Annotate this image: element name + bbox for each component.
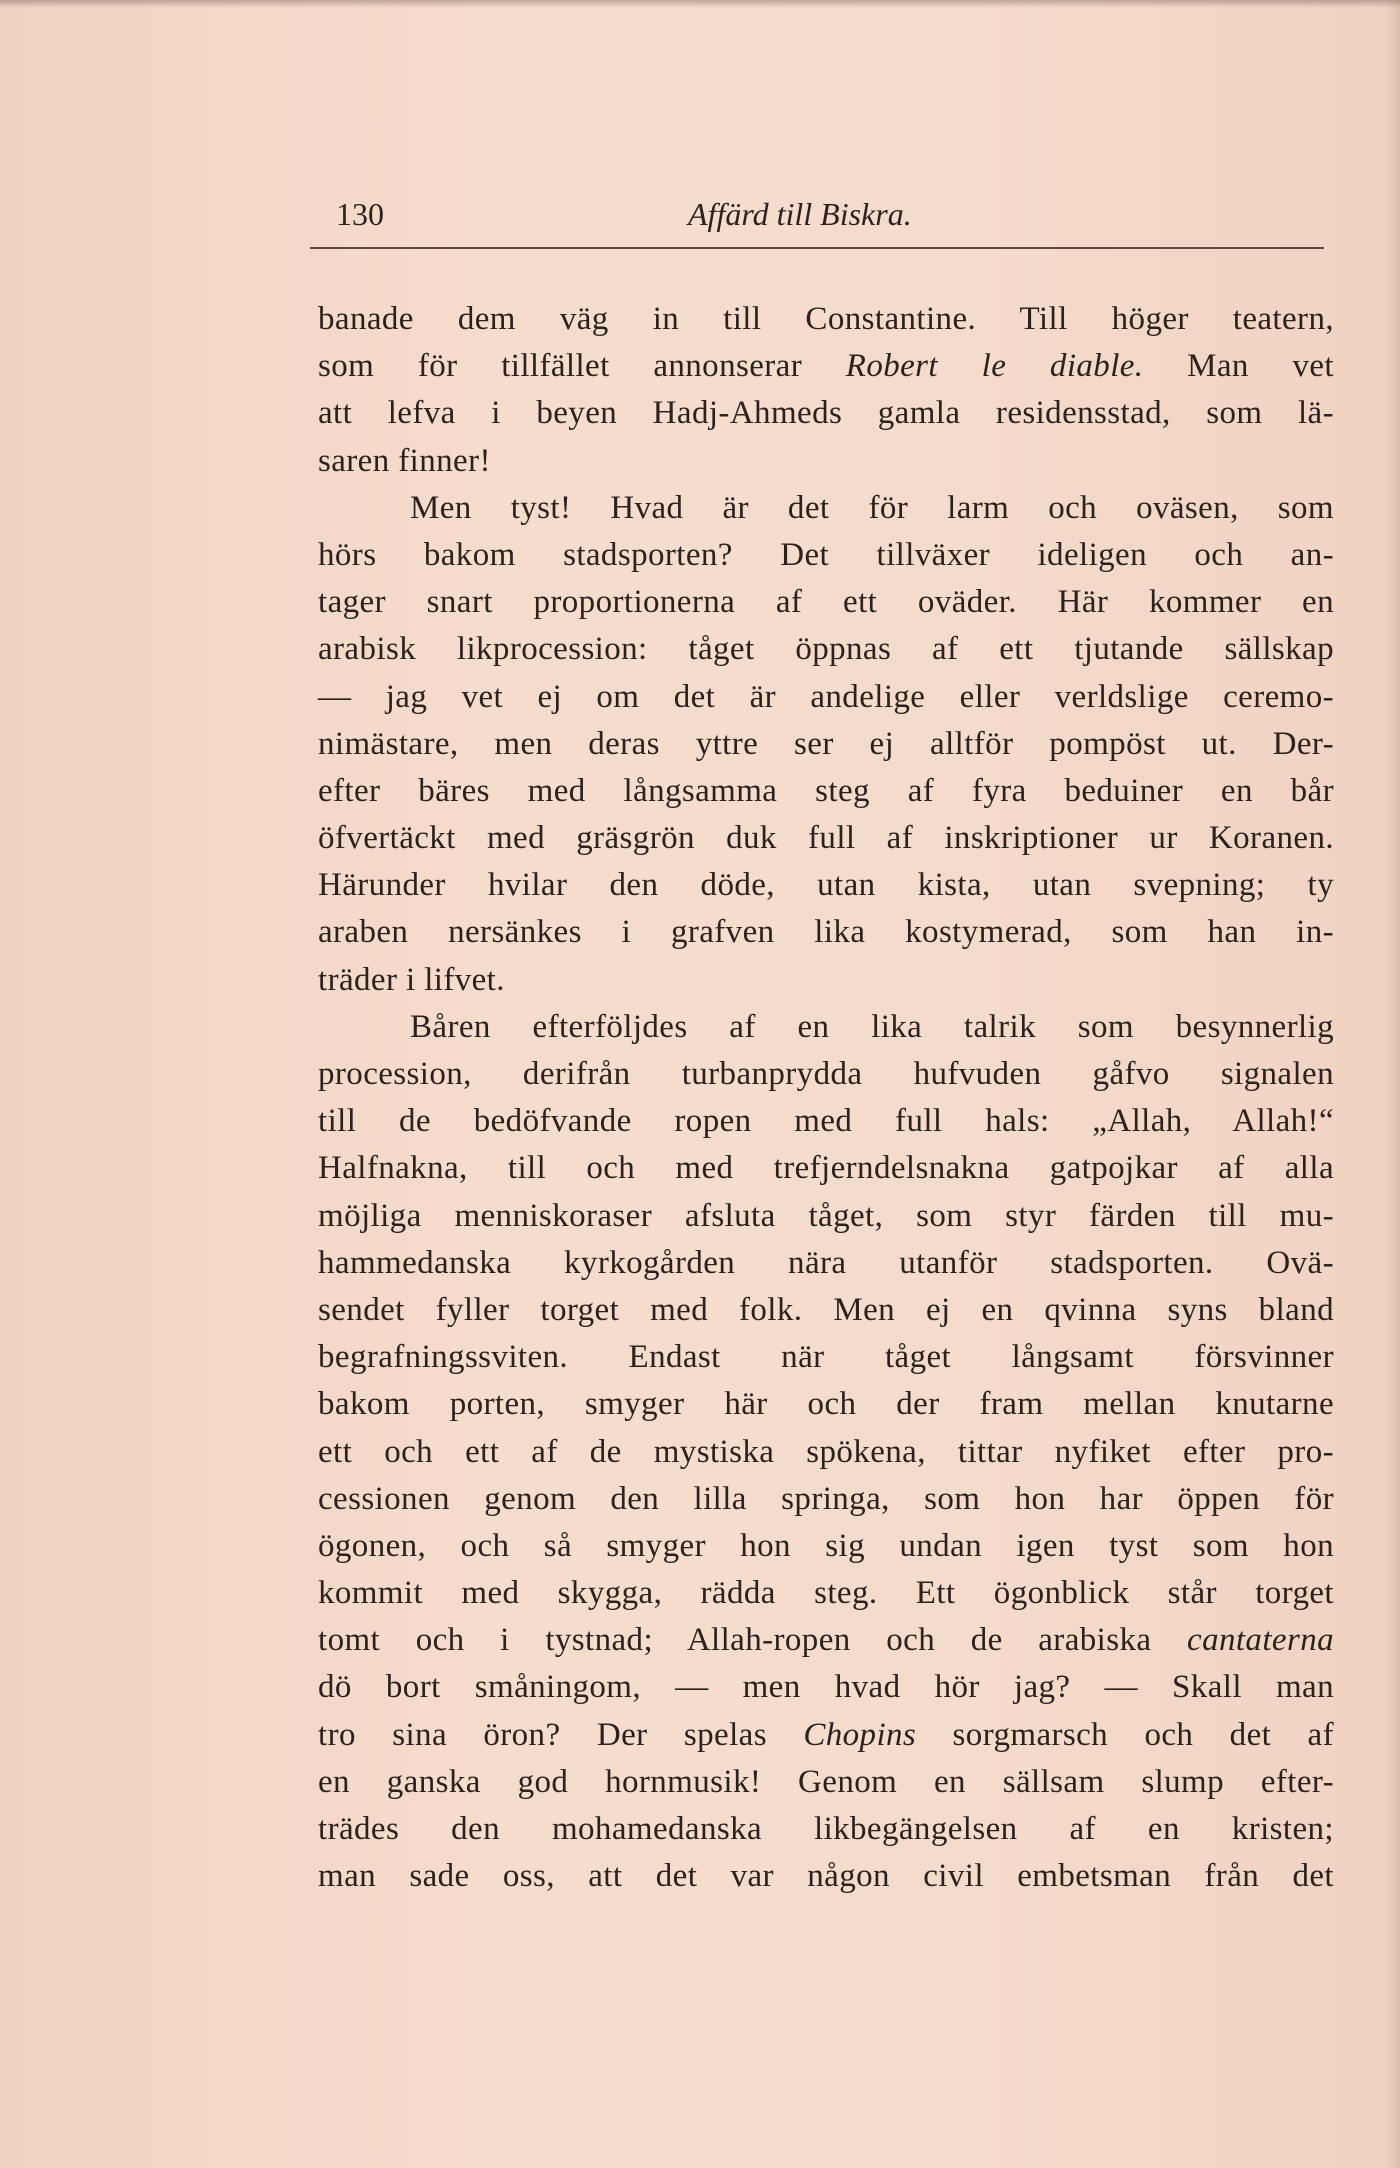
page-number: 130: [336, 196, 384, 232]
italic-title: Robert le diable.: [845, 348, 1144, 385]
text-line: tro sina öron? Der spelas Chopins sorgmarsch och det af: [318, 1716, 1334, 1753]
page-right-edge: [1386, 0, 1400, 2168]
text-line: Halfnakna, till och med trefjerndelsnakna gatpojkar af alla: [318, 1150, 1334, 1187]
running-title: Affärd till Biskra.: [688, 196, 912, 232]
text-line: Båren efterföljdes af en lika talrik som besynnerlig: [410, 1008, 1334, 1045]
italic-name: Chopins: [803, 1716, 917, 1753]
text-line: — jag vet ej om det är andelige eller verldslige ceremo-: [318, 678, 1334, 715]
text-line: banade dem väg in till Constantine. Till höger teatern,: [318, 301, 1334, 337]
text-line: tomt och i tystnad; Allah-ropen och de arabiska cantaterna: [318, 1622, 1334, 1659]
text-line: bakom porten, smyger här och der fram mellan knutarne: [318, 1386, 1334, 1423]
text-line: en ganska god hornmusik! Genom en sällsam slump efter-: [318, 1763, 1334, 1800]
text-line: saren finner!: [318, 442, 491, 479]
text-line: som för tillfället annonserar Robert le diable. Man vet: [318, 348, 1334, 385]
running-header: [318, 190, 1324, 240]
text-line: öfvertäckt med gräsgrön duk full af inskriptioner ur Koranen.: [318, 820, 1334, 857]
text-line: till de bedöfvande ropen med full hals: „Allah, Allah!“: [318, 1103, 1334, 1140]
text-line: ett och ett af de mystiska spökena, tittar nyfiket efter pro-: [318, 1433, 1334, 1470]
text-line: hammedanska kyrkogården nära utanför stadsporten. Ovä-: [318, 1244, 1334, 1281]
text-line: cessionen genom den lilla springa, som hon har öppen för: [318, 1480, 1334, 1517]
text-line: arabisk likprocession: tåget öppnas af ett tjutande sällskap: [318, 631, 1334, 668]
text-line: procession, derifrån turbanprydda hufvuden gåfvo signalen: [318, 1056, 1334, 1092]
page-top-edge: [0, 0, 1400, 8]
italic-word: cantaterna: [1187, 1622, 1334, 1659]
text-line: man sade oss, att det var någon civil embetsman från det: [318, 1858, 1334, 1895]
text-line: ögonen, och så smyger hon sig undan igen tyst som hon: [318, 1527, 1334, 1564]
text-line: araben nersänkes i grafven lika kostymerad, som han in-: [318, 914, 1334, 951]
text-line: Men tyst! Hvad är det för larm och oväsen, som: [410, 489, 1334, 526]
text-line: Härunder hvilar den döde, utan kista, utan svepning; ty: [318, 867, 1334, 904]
text-line: trädes den mohamedanska likbegängelsen af en kristen;: [318, 1811, 1334, 1847]
text-line: hörs bakom stadsporten? Det tillväxer ideligen och an-: [318, 536, 1334, 573]
text-line: att lefva i beyen Hadj-Ahmeds gamla residensstad, som lä-: [318, 395, 1334, 432]
body-text: [318, 296, 1334, 1900]
text-line: dö bort småningom, — men hvad hör jag? — Skall man: [318, 1669, 1334, 1706]
header-rule: [310, 247, 1324, 249]
text-line: nimästare, men deras yttre ser ej alltför pompöst ut. Der-: [318, 725, 1334, 762]
text-line: träder i lifvet.: [318, 961, 505, 998]
text-line: tager snart proportionerna af ett oväder. Här kommer en: [318, 584, 1334, 621]
text-line: sendet fyller torget med folk. Men ej en qvinna syns bland: [318, 1291, 1334, 1328]
text-line: begrafningssviten. Endast när tåget långsamt försvinner: [318, 1339, 1334, 1376]
text-line: efter bäres med långsamma steg af fyra beduiner en bår: [318, 772, 1334, 809]
text-line: kommit med skygga, rädda steg. Ett ögonblick står torget: [318, 1575, 1334, 1612]
text-line: möjliga menniskoraser afsluta tåget, som styr färden till mu-: [318, 1197, 1334, 1234]
